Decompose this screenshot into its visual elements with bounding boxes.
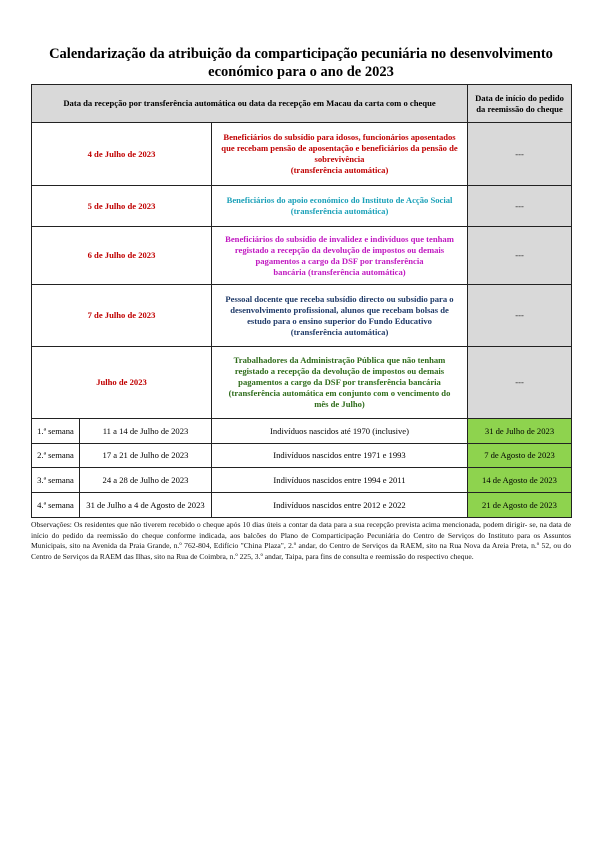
description-line: (transferência automática): [290, 206, 389, 216]
reissue-date: ---: [468, 186, 572, 227]
receipt-date: 4 de Julho de 2023: [32, 123, 212, 186]
week-label: 2.ª semana: [32, 444, 80, 468]
birth-year-group: Indivíduos nascidos entre 1994 e 2011: [212, 468, 468, 493]
reissue-date: 14 de Agosto de 2023: [468, 468, 572, 493]
table-row: [32, 227, 572, 285]
description-line: registado a recepção da devolução de impostos ou demais: [234, 366, 445, 376]
week-range: 17 a 21 de Julho de 2023: [80, 444, 212, 468]
description-line: desenvolvimento profissional, alunos que recebam bolsas de: [230, 304, 449, 315]
header-reissue-date: [468, 85, 572, 123]
beneficiary-description: [212, 347, 468, 419]
birth-year-group: Indivíduos nascidos entre 1971 e 1993: [212, 444, 468, 468]
week-range: 31 de Julho a 4 de Agosto de 2023: [80, 493, 212, 518]
beneficiary-description: [212, 285, 468, 347]
header-receipt-date: Data da recepção por transferência automática ou data da recepção em Macau da carta com o cheque: [32, 85, 468, 123]
table-row: [32, 285, 572, 347]
week-row: [32, 468, 572, 493]
birth-year-group: Indivíduos nascidos até 1970 (inclusive): [212, 419, 468, 444]
receipt-date: Julho de 2023: [32, 347, 212, 419]
description-line: Pessoal docente que receba subsídio directo ou subsídio para o: [225, 293, 454, 304]
reissue-date: ---: [468, 227, 572, 285]
description-line: que recebam pensão de aposentação e beneficiários da pensão de: [221, 143, 458, 153]
header-reissue-line-2: da reemissão do cheque: [476, 103, 563, 114]
description-line: (transferência automática): [290, 326, 389, 337]
table-row: [32, 186, 572, 227]
table-row: [32, 123, 572, 186]
description-line: sobrevivência: [314, 154, 365, 164]
week-label: 3.ª semana: [32, 468, 80, 493]
beneficiary-description: [212, 186, 468, 227]
receipt-date: 6 de Julho de 2023: [32, 227, 212, 285]
description-line: Beneficiários do subsídio para idosos, funcionários aposentados: [223, 132, 456, 142]
reissue-date: ---: [468, 123, 572, 186]
description-line: pagamentos a cargo da DSF por transferência: [255, 255, 424, 266]
title-line-2: económico para o ano de 2023: [208, 64, 394, 80]
beneficiary-description: [212, 123, 468, 186]
description-line: registado a recepção da devolução de impostos ou demais: [234, 244, 445, 255]
description-line: (transferência automática): [290, 165, 389, 175]
reissue-date: 7 de Agosto de 2023: [468, 444, 572, 468]
note-line: se, na data de início do pedido da reemissão do cheque conforme indicada, aos balcões do Plano de Comparticipação Pecuniária do Centro de Serviços do Instituto: [31, 520, 571, 540]
week-range: 24 a 28 de Julho de 2023: [80, 468, 212, 493]
description-line: pagamentos a cargo da DSF por transferência bancária: [238, 377, 441, 387]
beneficiary-description: [212, 227, 468, 285]
description-line: Trabalhadores da Administração Pública que não tenham: [233, 355, 446, 365]
note-line: da Areia Preta, n.º 52, ou do Centro de Serviços da RAEM das Ilhas, sito na Rua de Coimbra, n.º 225, 3.º andar, Taipa, para fins de consulta e reemissão do: [31, 541, 571, 561]
description-line: mês de Julho): [314, 399, 365, 409]
week-range: 11 a 14 de Julho de 2023: [80, 419, 212, 444]
description-line: (transferência automática em conjunto com o vencimento do: [228, 388, 451, 398]
observations-note: [31, 520, 571, 562]
week-label: 4.ª semana: [32, 493, 80, 518]
reissue-date: 31 de Julho de 2023: [468, 419, 572, 444]
description-line: bancária (transferência automática): [273, 266, 406, 277]
header-row: [32, 85, 572, 123]
description-line: estudo para o ensino superior do Fundo Educativo: [247, 315, 432, 326]
birth-year-group: Indivíduos nascidos entre 2012 e 2022: [212, 493, 468, 518]
reissue-date: ---: [468, 347, 572, 419]
week-label: 1.ª semana: [32, 419, 80, 444]
receipt-date: 7 de Julho de 2023: [32, 285, 212, 347]
schedule-table: [31, 84, 572, 518]
page-title: [40, 45, 562, 81]
reissue-date: ---: [468, 285, 572, 347]
receipt-date: 5 de Julho de 2023: [32, 186, 212, 227]
note-line: Observações: Os residentes que não tiverem recebido o cheque após 10 dias úteis a contar da data para a sua recepção prevista acima mencionada, podem dirigir-: [31, 520, 528, 529]
header-reissue-line-1: Data de início do pedido: [475, 92, 564, 103]
week-row: [32, 493, 572, 518]
table-row: [32, 347, 572, 419]
note-line: respectivo cheque.: [417, 551, 474, 561]
note-line: para os Assuntos Municipais, sito na Avenida da Praia Grande, n.º 762-804, Edifício "China Plaza", 2.º andar, do Centro de Serviços da RAEM, sito na Rua Nova: [31, 530, 572, 551]
week-row: [32, 444, 572, 468]
week-row: [32, 419, 572, 444]
description-line: Beneficiários do subsídio de invalidez e indivíduos que tenham: [225, 233, 454, 244]
description-line: Beneficiários do apoio económico do Instituto de Acção Social: [226, 195, 453, 205]
reissue-date: 21 de Agosto de 2023: [468, 493, 572, 518]
title-line-1: Calendarização da atribuição da comparticipação pecuniária no desenvolvimento: [49, 46, 553, 62]
